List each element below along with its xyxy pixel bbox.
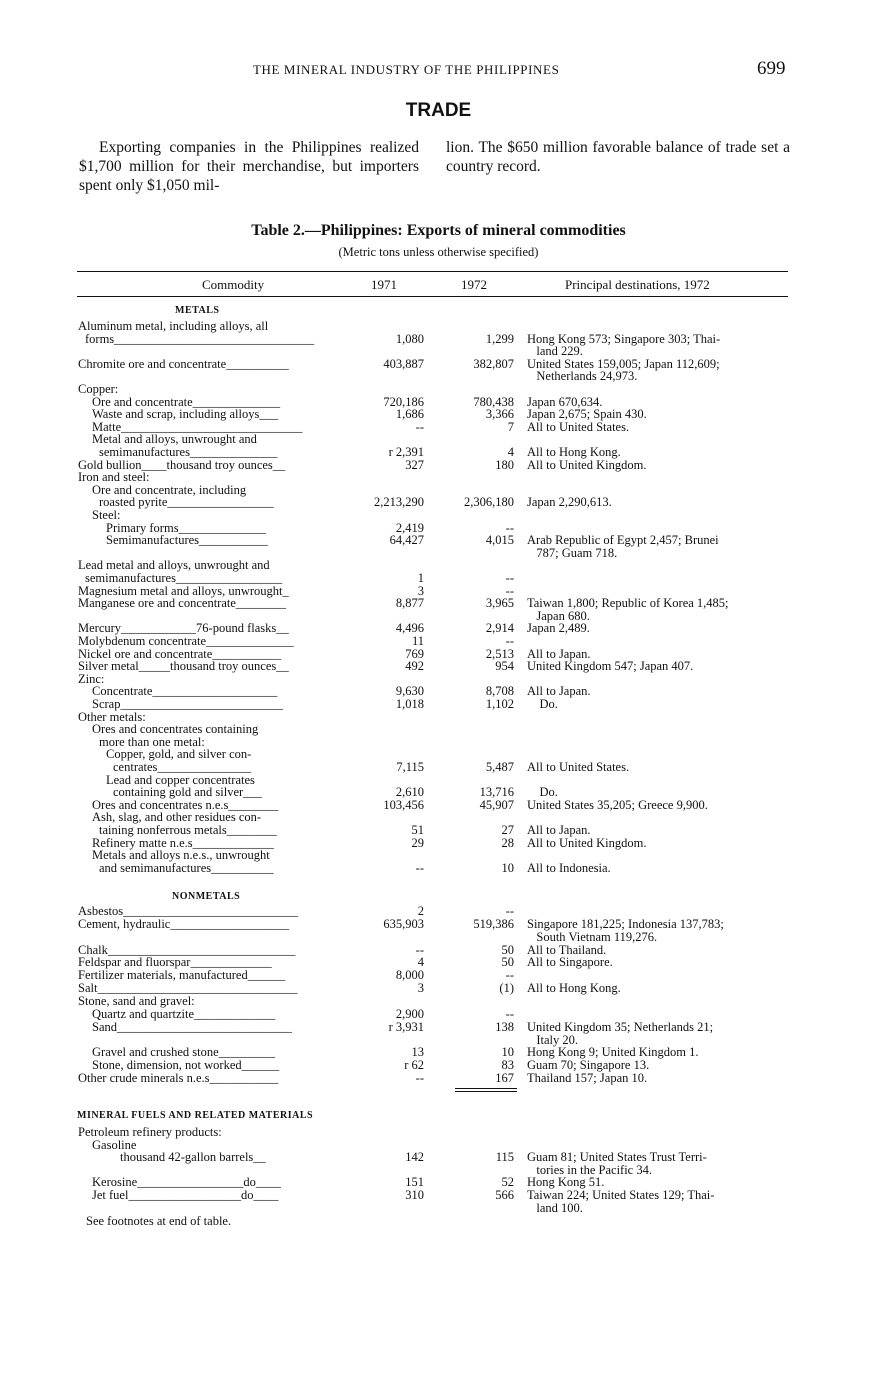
table-row: [0, 1059, 877, 1072]
table-row: [0, 484, 877, 497]
destination-cell: United Kingdom 35; Netherlands 21;: [527, 1019, 714, 1034]
commodity-cell: Molybdenum concentrate______________: [78, 635, 294, 648]
commodity-cell: semimanufactures______________: [99, 446, 278, 459]
destination-cell: United States 35,205; Greece 9,900.: [527, 797, 708, 812]
commodity-cell: Zinc:: [78, 672, 105, 686]
destination-cell: Japan 2,290,613.: [527, 495, 612, 510]
destination-cell: All to Japan.: [527, 684, 591, 699]
value-1971-cell: 2: [417, 904, 424, 918]
commodity-cell: forms________________________________: [85, 332, 315, 346]
destination-cell: All to Japan.: [527, 823, 591, 837]
value-1972-cell: 4: [507, 445, 514, 459]
table-row: [0, 622, 877, 635]
value-1972-cell: --: [505, 571, 514, 585]
value-1972-cell: 3,965: [485, 596, 514, 611]
table-row: [0, 711, 877, 724]
commodity-cell: centrates_______________: [113, 761, 252, 774]
commodity-cell: Magnesium metal and alloys, unwrought_: [78, 584, 289, 598]
value-1972-cell: 167: [495, 1071, 514, 1086]
commodity-cell: Ore and concentrate, including: [92, 483, 247, 497]
table-row: [0, 673, 877, 686]
total-rule-1: [455, 1088, 517, 1089]
value-1972-cell: --: [505, 583, 514, 598]
table-row: [0, 1021, 877, 1034]
value-1972-cell: 5,487: [485, 760, 514, 774]
table-row: [0, 1202, 877, 1215]
value-1971-cell: 3: [417, 981, 424, 996]
value-1971-cell: 327: [405, 457, 424, 472]
table-row: [0, 471, 877, 484]
commodity-cell: Jet fuel__________________do____: [92, 1189, 279, 1202]
value-1972-cell: 566: [495, 1188, 514, 1202]
table-row: [0, 685, 877, 698]
commodity-cell: containing gold and silver___: [113, 786, 262, 800]
commodity-cell: Matte_____________________________: [92, 420, 303, 434]
value-1971-cell: --: [415, 1071, 424, 1086]
table-top-rule: [77, 271, 788, 272]
value-1971-cell: 403,887: [383, 356, 424, 371]
commodity-cell: Feldspar and fluorspar_____________: [78, 956, 272, 970]
value-1972-cell: 1,299: [485, 331, 514, 346]
destination-cell: All to United States.: [527, 760, 630, 774]
table-row: [0, 572, 877, 585]
destination-cell: Taiwan 1,800; Republic of Korea 1,485;: [527, 596, 729, 611]
value-1971-cell: 11: [411, 634, 424, 648]
commodity-cell: Metals and alloys n.e.s., unwrought: [92, 849, 270, 863]
value-1971-cell: 7,115: [396, 760, 424, 774]
destination-cell: Guam 70; Singapore 13.: [527, 1058, 650, 1073]
column-header-destinations: Principal destinations, 1972: [565, 277, 710, 292]
value-1971-cell: 2,419: [395, 520, 424, 535]
destination-cell: land 229.: [527, 344, 583, 359]
value-1971-cell: --: [415, 942, 424, 957]
table-row: [0, 559, 877, 572]
value-1972-cell: 180: [495, 457, 514, 472]
commodity-cell: Stone, dimension, not worked______: [92, 1059, 280, 1073]
value-1972-cell: 7: [507, 419, 514, 434]
table-row: [0, 648, 877, 661]
table-row: [0, 736, 877, 749]
destination-cell: Hong Kong 51.: [527, 1175, 605, 1190]
destination-cell: All to Hong Kong.: [527, 445, 621, 459]
destination-cell: All to United Kingdom.: [527, 457, 647, 472]
value-1972-cell: 10: [501, 860, 514, 875]
destination-cell: land 100.: [527, 1200, 583, 1215]
value-1971-cell: 51: [411, 823, 424, 837]
destination-cell: Japan 680.: [527, 608, 590, 623]
commodity-cell: Semimanufactures___________: [106, 534, 268, 548]
value-1972-cell: 780,438: [473, 394, 514, 409]
value-1971-cell: 1: [417, 571, 424, 585]
table-row: [0, 597, 877, 610]
table-row: [0, 396, 877, 409]
destination-cell: Do.: [527, 697, 558, 711]
destination-cell: tories in the Pacific 34.: [527, 1162, 652, 1177]
commodity-cell: Aluminum metal, including alloys, all: [78, 320, 269, 333]
value-1971-cell: 29: [411, 835, 424, 850]
commodity-cell: Waste and scrap, including alloys___: [92, 408, 279, 422]
footnote-reference: See footnotes at end of table.: [86, 1214, 232, 1228]
table-row: [0, 446, 877, 459]
destination-cell: Arab Republic of Egypt 2,457; Brunei: [527, 533, 719, 548]
commodity-cell: Manganese ore and concentrate________: [78, 597, 286, 611]
total-rule-2: [455, 1091, 517, 1092]
commodity-cell: Stone, sand and gravel:: [78, 994, 195, 1008]
value-1972-cell: 52: [501, 1175, 514, 1190]
destination-cell: All to Japan.: [527, 646, 591, 661]
table-row: [0, 408, 877, 421]
table-row: [0, 1151, 877, 1164]
value-1972-cell: 50: [501, 955, 514, 970]
table-row: [0, 849, 877, 862]
table-row: [0, 786, 877, 799]
commodity-cell: Nickel ore and concentrate___________: [78, 647, 282, 661]
destination-cell: Japan 2,675; Spain 430.: [527, 407, 647, 422]
destination-cell: Guam 81; United States Trust Terri-: [527, 1150, 707, 1165]
table-row: [0, 944, 877, 957]
destination-cell: Hong Kong 573; Singapore 303; Thai-: [527, 331, 721, 346]
destination-cell: United Kingdom 547; Japan 407.: [527, 659, 694, 674]
value-1972-cell: 2,513: [485, 646, 514, 661]
table-row: [0, 905, 877, 918]
value-1971-cell: 3: [417, 583, 424, 598]
table-row: [0, 995, 877, 1008]
value-1971-cell: 1,080: [395, 331, 424, 346]
destination-cell: Hong Kong 9; United Kingdom 1.: [527, 1045, 699, 1060]
value-1971-cell: 4,496: [395, 621, 424, 636]
commodity-cell: roasted pyrite_________________: [99, 496, 274, 510]
commodity-cell: more than one metal:: [99, 735, 205, 749]
table-row: [0, 345, 877, 358]
commodity-cell: Gasoline: [92, 1138, 137, 1152]
value-1972-cell: 382,807: [473, 356, 514, 371]
commodity-cell: Kerosine_________________do____: [92, 1176, 281, 1190]
table-row: [0, 748, 877, 761]
table-row: [0, 660, 877, 673]
commodity-cell: Ores and concentrates n.e.s________: [92, 798, 279, 812]
table-row: [0, 358, 877, 371]
value-1971-cell: r 62: [404, 1058, 424, 1073]
value-1971-cell: 2,610: [395, 785, 424, 800]
value-1971-cell: r 2,391: [388, 445, 424, 459]
commodity-cell: Ash, slag, and other residues con-: [92, 811, 262, 825]
commodity-cell: Other metals:: [78, 710, 146, 724]
value-1971-cell: 310: [405, 1188, 424, 1202]
table-row: [0, 824, 877, 837]
value-1971-cell: 1,018: [395, 697, 424, 711]
commodity-cell: Gravel and crushed stone_________: [92, 1046, 275, 1060]
table-row: [0, 635, 877, 648]
commodity-cell: Scrap__________________________: [92, 698, 283, 711]
destination-cell: All to United States.: [527, 419, 630, 434]
table-row: [0, 1189, 877, 1202]
table-row: [0, 982, 877, 995]
value-1971-cell: r 3,931: [388, 1019, 424, 1034]
value-1972-cell: --: [505, 904, 514, 918]
table-row: [0, 1164, 877, 1177]
value-1971-cell: --: [415, 419, 424, 434]
destination-cell: All to Thailand.: [527, 942, 607, 957]
table-row: [0, 547, 877, 560]
value-1972-cell: 10: [501, 1045, 514, 1060]
value-1971-cell: 142: [405, 1150, 424, 1165]
value-1972-cell: 50: [501, 942, 514, 957]
section-title: TRADE: [405, 100, 472, 121]
table-row: [0, 421, 877, 434]
commodity-cell: thousand 42-gallon barrels__: [120, 1151, 266, 1165]
table-row: [0, 534, 877, 547]
value-1972-cell: 954: [495, 659, 514, 674]
value-1971-cell: 8,000: [395, 968, 424, 983]
table-row: [0, 585, 877, 598]
table-row: [0, 333, 877, 346]
commodity-cell: Petroleum refinery products:: [78, 1126, 222, 1139]
table-row: [0, 509, 877, 522]
commodity-cell: Other crude minerals n.e.s___________: [78, 1072, 279, 1086]
table-row: [0, 1126, 877, 1139]
column-header-1972: 1972: [461, 277, 487, 292]
page-number: 699: [757, 58, 786, 79]
value-1972-cell: 2,914: [485, 621, 514, 636]
commodity-cell: Silver metal_____thousand troy ounces__: [78, 660, 289, 674]
table-row: [0, 522, 877, 535]
table-caption: Table 2.—Philippines: Exports of mineral commodities: [251, 222, 626, 239]
commodity-cell: Concentrate____________________: [92, 685, 278, 699]
destination-cell: Taiwan 224; United States 129; Thai-: [527, 1188, 715, 1202]
commodity-cell: Copper:: [78, 383, 119, 396]
table-row: [0, 918, 877, 931]
value-1971-cell: --: [415, 860, 424, 875]
destination-cell: Singapore 181,225; Indonesia 137,783;: [527, 916, 724, 931]
commodity-cell: Metal and alloys, unwrought and: [92, 433, 257, 447]
table-row: [0, 1046, 877, 1059]
value-1971-cell: 769: [405, 646, 424, 661]
commodity-cell: and semimanufactures__________: [99, 861, 274, 875]
running-title: THE MINERAL INDUSTRY OF THE PHILIPPINES: [253, 62, 560, 77]
table-row: [0, 837, 877, 850]
destination-cell: All to Indonesia.: [527, 860, 611, 875]
table-row: [0, 1072, 877, 1085]
value-1972-cell: --: [505, 968, 514, 983]
table-subcaption: (Metric tons unless otherwise specified): [338, 245, 539, 259]
table-row: [0, 459, 877, 472]
table-row: [0, 956, 877, 969]
commodity-cell: Refinery matte n.e.s_____________: [92, 836, 274, 850]
destination-cell: All to Hong Kong.: [527, 981, 621, 996]
value-1971-cell: 64,427: [389, 533, 424, 548]
value-1972-cell: --: [505, 1006, 514, 1021]
table-row: [0, 320, 877, 333]
value-1972-cell: 115: [495, 1150, 514, 1165]
paragraph-column-2: lion. The $650 million favorable balance of trade set a country record.: [446, 139, 790, 175]
commodity-cell: Quartz and quartzite_____________: [92, 1007, 276, 1021]
destination-cell: United States 159,005; Japan 112,609;: [527, 356, 720, 371]
value-1971-cell: 13: [411, 1045, 424, 1060]
value-1972-cell: --: [505, 634, 514, 648]
table-header-rule: [77, 296, 788, 297]
table-row: [0, 1176, 877, 1189]
commodity-cell: Chromite ore and concentrate__________: [78, 357, 289, 371]
column-header-commodity: Commodity: [202, 277, 265, 292]
value-1972-cell: 28: [501, 835, 514, 850]
table-row: [0, 774, 877, 787]
value-1972-cell: 8,708: [485, 684, 514, 699]
value-1972-cell: --: [505, 520, 514, 535]
value-1971-cell: 8,877: [395, 596, 424, 611]
value-1971-cell: 492: [405, 659, 424, 674]
destination-cell: Japan 670,634.: [527, 394, 603, 409]
commodity-cell: taining nonferrous metals________: [99, 824, 277, 837]
table-row: [0, 433, 877, 446]
value-1972-cell: 83: [501, 1058, 514, 1073]
table-row: [0, 496, 877, 509]
value-1972-cell: 138: [495, 1019, 514, 1034]
destination-cell: Thailand 157; Japan 10.: [527, 1071, 648, 1086]
value-1972-cell: 45,907: [479, 797, 514, 812]
destination-cell: All to Singapore.: [527, 955, 613, 970]
commodity-cell: Ores and concentrates containing: [92, 723, 259, 737]
value-1971-cell: 2,900: [395, 1006, 424, 1021]
table-row: [0, 1139, 877, 1152]
commodity-cell: Mercury____________76-pound flasks__: [78, 622, 289, 636]
commodity-cell: Ore and concentrate______________: [92, 395, 281, 409]
table-row: [0, 610, 877, 623]
value-1971-cell: 635,903: [383, 916, 424, 931]
destination-cell: Netherlands 24,973.: [527, 369, 638, 384]
commodity-cell: Copper, gold, and silver con-: [106, 748, 252, 762]
table-row: [0, 969, 877, 982]
value-1972-cell: 1,102: [485, 697, 514, 711]
destination-cell: 787; Guam 718.: [527, 545, 618, 560]
commodity-cell: Lead metal and alloys, unwrought and: [78, 559, 270, 573]
value-1972-cell: 27: [501, 823, 514, 837]
commodity-cell: Lead and copper concentrates: [106, 773, 255, 787]
paragraph-column-1: Exporting companies in the Philippines realized $1,700 million for their merchandise, but importers spent only $1,050 mil-: [79, 139, 419, 194]
destination-cell: Do.: [527, 785, 558, 800]
destination-cell: Italy 20.: [527, 1032, 579, 1047]
column-header-1971: 1971: [371, 277, 397, 292]
table-row: [0, 370, 877, 383]
value-1971-cell: 2,213,290: [374, 495, 424, 510]
table-row: [0, 1008, 877, 1021]
commodity-cell: Gold bullion____thousand troy ounces__: [78, 458, 286, 472]
table-row: [0, 383, 877, 396]
value-1971-cell: 103,456: [383, 797, 424, 812]
subhead-fuels: MINERAL FUELS AND RELATED MATERIALS: [77, 1110, 314, 1121]
commodity-cell: Primary forms______________: [106, 521, 267, 535]
table-row: [0, 698, 877, 711]
table-row: [0, 799, 877, 812]
value-1971-cell: 9,630: [395, 684, 424, 699]
destination-cell: South Vietnam 119,276.: [527, 929, 658, 944]
commodity-cell: Asbestos____________________________: [78, 905, 299, 918]
value-1971-cell: 720,186: [383, 394, 424, 409]
value-1972-cell: 13,716: [479, 785, 514, 800]
subhead-nonmetals: NONMETALS: [172, 891, 241, 902]
table-row: [0, 931, 877, 944]
table-row: [0, 723, 877, 736]
value-1972-cell: (1): [499, 981, 514, 996]
destination-cell: Japan 2,489.: [527, 621, 590, 636]
commodity-cell: Iron and steel:: [78, 471, 150, 485]
subhead-metals: METALS: [175, 305, 220, 316]
value-1972-cell: 4,015: [485, 533, 514, 548]
destination-cell: All to United Kingdom.: [527, 835, 647, 850]
table-row: [0, 1034, 877, 1047]
table-row: [0, 761, 877, 774]
value-1972-cell: 2,306,180: [464, 495, 514, 510]
table-row: [0, 811, 877, 824]
value-1971-cell: 151: [405, 1175, 424, 1190]
commodity-cell: Cement, hydraulic___________________: [78, 917, 290, 931]
table-row: [0, 862, 877, 875]
commodity-cell: Steel:: [92, 509, 121, 522]
commodity-cell: Sand____________________________: [92, 1020, 292, 1034]
value-1971-cell: 4: [417, 955, 424, 970]
commodity-cell: semimanufactures_________________: [85, 572, 283, 585]
commodity-cell: Fertilizer materials, manufactured______: [78, 969, 286, 983]
commodity-cell: Salt________________________________: [78, 982, 298, 996]
value-1972-cell: 519,386: [473, 916, 514, 931]
value-1971-cell: 1,686: [395, 407, 424, 422]
value-1972-cell: 3,366: [485, 407, 514, 422]
commodity-cell: Chalk______________________________: [78, 943, 296, 957]
